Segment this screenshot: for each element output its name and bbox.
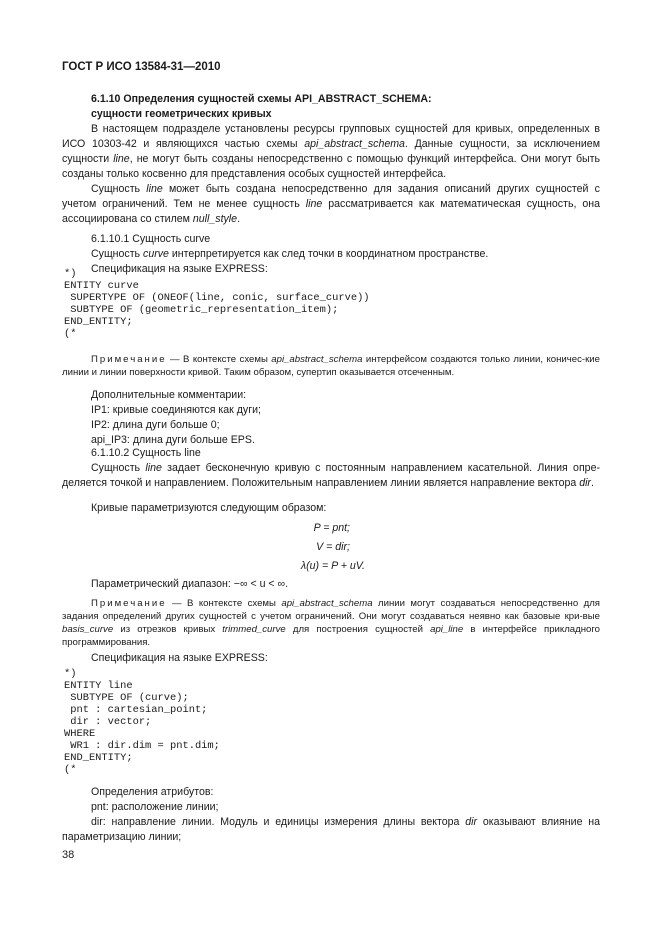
formula-p: P = pnt; bbox=[313, 522, 350, 534]
line-heading: 6.1.10.2 Сущность line bbox=[91, 447, 201, 459]
attr-pnt: pnt: расположение линии; bbox=[91, 801, 219, 813]
additional-comments: Дополнительные комментарии: IP1: кривые соединяются как дуги; IP2: длина дуги больше 0; api_IP3: длина дуги больше EPS. bbox=[62, 388, 600, 448]
attr-dir: dir: направление линии. Модуль и единицы измерения длины вектора dir оказывают влияние на параметризацию линии; bbox=[62, 816, 600, 843]
attribute-definitions: Определения атрибутов: pnt: расположение линии; dir: направление линии. Модуль и единицы измерения длины вектора dir оказывают влияние на параметризацию линии; bbox=[62, 786, 600, 843]
section-title-line-2: сущности геометрических кривых bbox=[91, 108, 272, 120]
formula-v: V = dir; bbox=[316, 541, 350, 553]
express-code-line: *) ENTITY line SUBTYPE OF (curve); pnt : cartesian_point; dir : vector; WHERE WR1 : dir.dim = pnt.dim; END_ENTITY; (* bbox=[64, 668, 220, 776]
note-2: Примечание — В контексте схемы api_abstract_schema линии могут создаваться непосредственно для задания определений других сущностей с учетом ограничений. Они могут создаваться неявно как базовые кри-вые basis_curve из отрезков кривых trimmed_curve для построения сущностей api_line в интерфейсе прикладного программирования. bbox=[62, 598, 600, 648]
param-intro: Кривые параметризуются следующим образом: bbox=[91, 502, 327, 514]
note-1: Примечание — В контексте схемы api_abstract_schema интерфейсом создаются только линии, коничес-кие линии и линии поверхности кривой. Таким образом, супертип оказывается отсеченным. bbox=[62, 354, 600, 378]
page-number: 38 bbox=[62, 849, 75, 861]
express-code-curve: *) ENTITY curve SUPERTYPE OF (ONEOF(line, conic, surface_curve)) SUBTYPE OF (geometric_representation_item); END_ENTITY; (* bbox=[64, 268, 370, 340]
line-description: Сущность line задает бесконечную кривую с постоянным направлением касательной. Линия опре-деляется точкой и направлением. Положительным направлением линии является направление вектора dir. bbox=[62, 462, 600, 489]
ip3-item: api_IP3: длина дуги больше EPS. bbox=[91, 434, 255, 446]
ip2-item: IP2: длина дуги больше 0; bbox=[91, 419, 220, 431]
section-title bbox=[62, 92, 600, 122]
curve-heading: 6.1.10.1 Сущность curve bbox=[91, 233, 211, 245]
ip1-item: IP1: кривые соединяются как дуги; bbox=[91, 404, 261, 416]
section-title-line-1: 6.1.10 Определения сущностей схемы API_ABSTRACT_SCHEMA: bbox=[91, 93, 432, 105]
standard-header: ГОСТ Р ИСО 13584-31—2010 bbox=[62, 61, 221, 73]
curve-description: Сущность curve интерпретируется как след точки в координатном пространстве. bbox=[91, 248, 489, 260]
formula-lambda: λ(u) = P + uV. bbox=[300, 560, 365, 572]
intro-paragraph-1: В настоящем подразделе установлены ресурсы групповых сущностей для кривых, определенных в ИСО 10303-42 и являющихся частью схемы api_abstract_schema. Данные сущности, за исключением сущности line, не могут быть созданы непосредственно с помощью функций интерфейса. Они могут быть созданы только косвенно для представления особых сущностей интерфейса. bbox=[62, 123, 600, 180]
line-section bbox=[62, 446, 600, 491]
express-spec-label-2: Спецификация на языке EXPRESS: bbox=[91, 652, 268, 664]
express-spec-label-1: Спецификация на языке EXPRESS: bbox=[91, 263, 268, 275]
param-range: Параметрический диапазон: −∞ < u < ∞. bbox=[91, 578, 289, 590]
intro-paragraph-2: Сущность line может быть создана непосредственно для задания описаний других сущностей с учетом ограничений. Тем не менее сущность line рассматривается как математическая сущность, она ассоциирована со стилем null_style. bbox=[62, 183, 601, 225]
